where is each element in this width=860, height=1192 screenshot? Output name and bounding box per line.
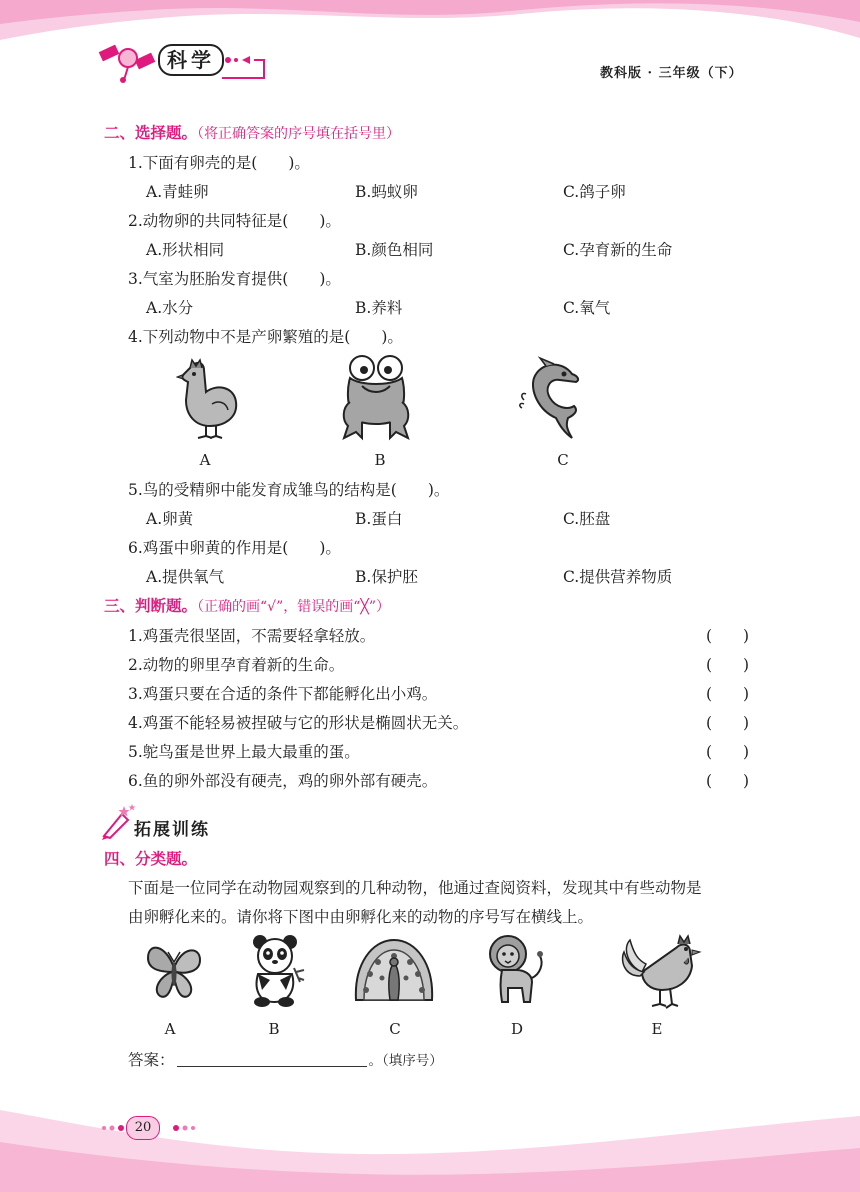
subject-title: 科学	[167, 48, 215, 72]
q2-option-c: C.孕育新的生命	[563, 241, 673, 259]
judge-bracket-5: ( )	[706, 743, 750, 761]
section3-note: （正确的画“√”，错误的画“╳”）	[197, 599, 390, 615]
q6-option-c: C.提供营养物质	[563, 568, 673, 586]
q3-stem: 3.气室为胚胎发育提供( )。	[128, 270, 341, 288]
q1-stem: 1.下面有卵壳的是( )。	[128, 154, 310, 172]
section2-note: （将正确答案的序号填在括号里）	[197, 126, 401, 142]
q2-option-a: A.形状相同	[146, 241, 225, 259]
hen-picture	[176, 356, 242, 442]
judge-item-6: 6.鱼的卵外部没有硬壳，鸡的卵外部有硬壳。	[128, 772, 438, 790]
q6-option-a: A.提供氧气	[146, 568, 225, 586]
section2-title: 二、选择题。	[104, 123, 198, 142]
judge-bracket-2: ( )	[706, 656, 750, 674]
page-number-badge	[126, 1116, 160, 1140]
dolphin-picture	[516, 356, 582, 442]
s4-label-b: B	[268, 1020, 280, 1038]
subject-badge	[158, 44, 224, 76]
judge-item-1: 1.鸡蛋壳很坚固，不需要轻拿轻放。	[128, 627, 376, 645]
section4-paragraph-line1: 下面是一位同学在动物园观察到的几种动物，他通过查阅资料，发现其中有些动物是	[128, 879, 702, 897]
pencil-star-icon	[100, 802, 136, 840]
satellite-icon	[98, 34, 158, 84]
judge-item-2: 2.动物的卵里孕育着新的生命。	[128, 656, 345, 674]
extension-banner: 拓展训练	[134, 820, 210, 840]
q1-option-b: B.蚂蚁卵	[355, 183, 418, 201]
answer-line	[128, 1050, 443, 1071]
peacock-picture	[352, 934, 436, 1006]
section2-heading	[104, 123, 400, 144]
butterfly-picture	[144, 938, 204, 1002]
section4-title: 四、分类题。	[104, 849, 198, 868]
q1-option-c: C.鸽子卵	[563, 183, 626, 201]
q6-option-b: B.保护胚	[355, 568, 418, 586]
section3-heading	[104, 596, 390, 617]
judge-item-4: 4.鸡蛋不能轻易被捏破与它的形状是椭圆状无关。	[128, 714, 469, 732]
answer-blank[interactable]	[177, 1050, 367, 1067]
q5-option-b: B.蛋白	[355, 510, 403, 528]
q3-option-b: B.养料	[355, 299, 403, 317]
q4-label-b: B	[374, 451, 386, 469]
s4-label-c: C	[389, 1020, 401, 1038]
q1-option-a: A.青蛙卵	[146, 183, 209, 201]
q4-label-a: A	[199, 451, 211, 469]
judge-bracket-4: ( )	[706, 714, 750, 732]
s4-label-d: D	[510, 1020, 524, 1038]
q4-label-c: C	[557, 451, 569, 469]
section4-paragraph-line2: 由卵孵化来的。请你将下图中由卵孵化来的动物的序号写在横线上。	[128, 908, 594, 926]
frog-picture	[340, 352, 412, 442]
q3-option-a: A.水分	[146, 299, 194, 317]
judge-bracket-3: ( )	[706, 685, 750, 703]
lion-picture	[486, 934, 550, 1004]
judge-bracket-6: ( )	[706, 772, 750, 790]
header-arrow-decoration	[222, 52, 272, 80]
answer-suffix: 。（填序号）	[368, 1053, 443, 1069]
judge-item-3: 3.鸡蛋只要在合适的条件下都能孵化出小鸡。	[128, 685, 438, 703]
page-number: 20	[134, 1120, 152, 1135]
q5-option-a: A.卵黄	[146, 510, 194, 528]
q5-stem: 5.鸟的受精卵中能发育成雏鸟的结构是( )。	[128, 481, 450, 499]
footer-wave	[0, 1092, 860, 1192]
answer-label: 答案：	[128, 1051, 175, 1069]
s4-label-e: E	[651, 1020, 663, 1038]
panda-picture	[246, 932, 306, 1008]
section3-title: 三、判断题。	[104, 596, 198, 615]
s4-label-a: A	[164, 1020, 176, 1038]
q2-stem: 2.动物卵的共同特征是( )。	[128, 212, 341, 230]
judge-bracket-1: ( )	[706, 627, 750, 645]
q6-stem: 6.鸡蛋中卵黄的作用是( )。	[128, 539, 341, 557]
q3-option-c: C.氧气	[563, 299, 611, 317]
q5-option-c: C.胚盘	[563, 510, 611, 528]
judge-item-5: 5.鸵鸟蛋是世界上最大最重的蛋。	[128, 743, 360, 761]
rooster-picture	[620, 932, 702, 1010]
edition-label: 教科版 · 三年级（下）	[600, 66, 743, 81]
q4-stem: 4.下列动物中不是产卵繁殖的是( )。	[128, 328, 403, 346]
q2-option-b: B.颜色相同	[355, 241, 434, 259]
